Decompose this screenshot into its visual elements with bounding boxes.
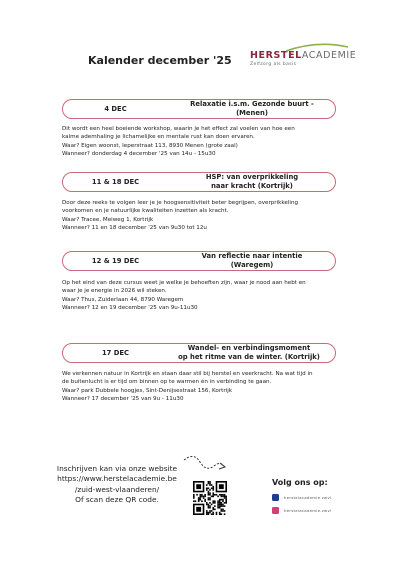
desc-line: waar je je energie in 2026 wil steken. [62, 288, 167, 295]
social-facebook[interactable] [272, 493, 331, 501]
event-date: 17 DEC [101, 349, 130, 357]
desc-line: Door deze reeks te volgen leer je je hoogsensitiviteit beter begrijpen, overprikkeling [62, 200, 299, 206]
event-title-line: Relaxatie i.s.m. Gezonde buurt - [190, 100, 314, 108]
desc-line: voorkomen en je natuurlijke kwaliteiten inzetten als kracht. [62, 208, 229, 215]
event-title-line: Wandel- en verbindingsmoment [187, 344, 311, 352]
instagram-account-name: herstelacademie.zwvl [284, 507, 332, 513]
event-date: 4 DEC [104, 105, 127, 113]
logo-tagline: Zelfzorg als basis [250, 62, 297, 67]
desc-line: Waar? Eigen woonst, Ieperstraat 113, 8930 Menen (grote zaal) [62, 142, 238, 149]
logo-arc-icon [284, 42, 350, 52]
registration-line: Inschrijven kan via onze website [56, 464, 178, 473]
desc-line: kalme ademhaling je lichamelijke en mentale rust kan doen ervaren. [62, 134, 255, 141]
page-title: Kalender december '25 [88, 54, 232, 67]
instagram-icon [272, 507, 279, 514]
scan-qr-line: Of scan deze QR code. [75, 494, 159, 504]
logo-brand-part1: HERSTEL [250, 50, 302, 61]
event-description [62, 125, 347, 159]
social-instagram[interactable] [272, 506, 331, 514]
event-header-4-dec [62, 99, 336, 119]
facebook-icon [272, 494, 279, 501]
desc-line: de buitenlucht is er tijd om binnen op te warmen én in verbinding te gaan. [62, 379, 272, 386]
event-date: 12 & 19 DEC [91, 257, 140, 265]
event-header-11-18-dec [62, 172, 336, 192]
facebook-account-name: herstelacademie zwvl [284, 494, 332, 500]
desc-line: Wanneer? donderdag 4 december '25 van 14u - 15u30 [62, 151, 216, 158]
event-title-line: (Waregem) [230, 261, 274, 269]
desc-line: Waar? Tracee, Meiweg 1, Kortrijk [62, 216, 154, 223]
herstelacademie-logo [250, 50, 357, 67]
website-path[interactable]: /zuid-west-vlaanderen/ [74, 484, 160, 494]
desc-line: Wanneer? 17 december '25 van 9u - 11u30 [62, 396, 184, 403]
event-title [173, 173, 331, 191]
event-title [173, 100, 331, 118]
event-title-line: op het ritme van de winter. (Kortrijk) [178, 353, 320, 361]
event-title-line: Van reflectie naar intentie [201, 252, 303, 260]
event-header-17-dec [62, 343, 336, 363]
website-link[interactable]: https://www.herstelacademie.be [57, 474, 177, 484]
event-header-12-19-dec [62, 251, 336, 271]
desc-line: Waar? Thus, Zuiderlaan 44, 8790 Waregem [62, 296, 184, 303]
event-title [163, 344, 335, 362]
event-description [62, 279, 347, 313]
event-date: 11 & 18 DEC [91, 178, 140, 186]
event-title-line: HSP: van overprikkeling [205, 173, 299, 181]
registration-info [52, 464, 182, 505]
event-title-line: (Menen) [236, 109, 268, 117]
curved-arrow-icon [180, 452, 230, 476]
desc-line: Wanneer? 11 en 18 december '25 van 9u30 tot 12u [62, 225, 207, 232]
event-description [62, 199, 347, 233]
desc-line: Op het eind van deze cursus weet je welke je behoeften zijn, waar je nood aan hebt en [62, 280, 306, 286]
desc-line: Waar? park Dubbele hoogjes, Sint-Denijsestraat 156, Kortrijk [62, 387, 232, 394]
event-title-line: naar kracht (Kortrijk) [211, 182, 293, 190]
desc-line: Dit wordt een heel boeiende workshop, waarin je het effect zal voelen van hoe een [62, 126, 295, 132]
desc-line: We verkennen natuur in Kortrijk en staan daar stil bij herstel en veerkracht. Na wat tijd in [62, 371, 313, 377]
desc-line: Wanneer? 12 en 19 december '25 van 9u-11u30 [62, 305, 198, 312]
logo-brand-part2: ACADEMIE [301, 50, 357, 61]
event-title [173, 252, 331, 270]
follow-us-label: Volg ons op: [272, 478, 328, 487]
qr-code[interactable] [193, 481, 227, 515]
event-description [62, 370, 347, 404]
